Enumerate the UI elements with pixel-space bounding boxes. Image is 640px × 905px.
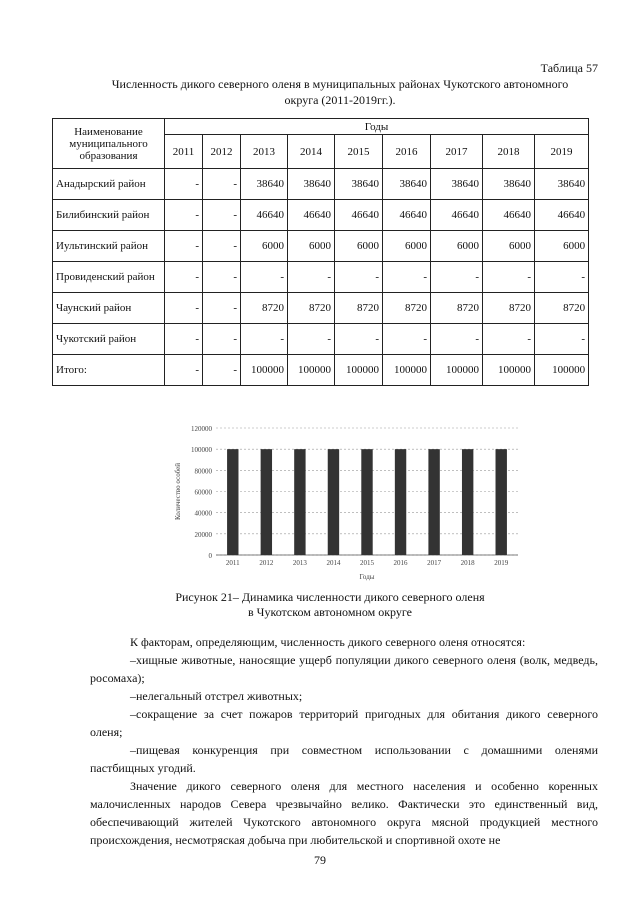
cell-value: -: [335, 324, 383, 355]
year-header: 2011: [165, 135, 203, 169]
x-tick-label: 2012: [259, 559, 274, 567]
paragraph: К факторам, определяющим, численность дикого северного оленя относятся:: [130, 635, 526, 649]
x-tick-label: 2014: [326, 559, 341, 567]
cell-value: -: [203, 262, 241, 293]
table-row: [53, 231, 589, 262]
year-header: 2019: [535, 135, 589, 169]
table-number: Таблица 57: [540, 61, 598, 75]
table-caption-line1: Численность дикого северного оленя в муниципальных районах Чукотского автономного: [111, 77, 569, 91]
bar: [261, 449, 272, 555]
y-tick-label: 40000: [194, 509, 212, 518]
year-header: 2016: [383, 135, 431, 169]
cell-value: 8720: [383, 293, 431, 324]
bar: [227, 449, 238, 555]
cell-value: -: [165, 324, 203, 355]
cell-value: 38640: [335, 169, 383, 200]
table-row: [53, 293, 589, 324]
cell-value: 100000: [288, 355, 335, 386]
y-tick-label: 80000: [194, 467, 212, 476]
cell-value: -: [165, 200, 203, 231]
x-tick-label: 2017: [427, 559, 442, 567]
cell-value: 8720: [241, 293, 288, 324]
bar: [395, 449, 406, 555]
cell-value: 8720: [483, 293, 535, 324]
y-axis-label: Количество особей: [174, 462, 182, 521]
cell-value: -: [483, 262, 535, 293]
cell-value: -: [483, 324, 535, 355]
reindeer-table: [52, 118, 589, 386]
cell-value: 100000: [335, 355, 383, 386]
cell-value: 8720: [431, 293, 483, 324]
table-row: [53, 262, 589, 293]
cell-value: -: [383, 262, 431, 293]
cell-value: -: [203, 169, 241, 200]
y-tick-label: 120000: [191, 425, 212, 433]
cell-value: 100000: [535, 355, 589, 386]
x-axis-label: Годы: [359, 573, 375, 581]
cell-value: -: [203, 324, 241, 355]
year-header: 2015: [335, 135, 383, 169]
cell-value: -: [203, 293, 241, 324]
cell-value: -: [335, 262, 383, 293]
paragraph: –хищные животные, наносящие ущерб популяции дикого северного оленя (волк, медведь, росомаха);: [90, 653, 598, 685]
cell-value: -: [288, 262, 335, 293]
cell-value: -: [431, 262, 483, 293]
year-header: 2018: [483, 135, 535, 169]
table-caption: [70, 76, 610, 108]
cell-value: -: [203, 200, 241, 231]
paragraph: Значение дикого северного оленя для местного населения и особенно коренных малочисленных народов Севера чрезвычайно велико. Фактически это единственный вид, обеспечивающий жителей Чукотского автономного округа мясной продукцией местного происхождения, несмотряская добыча при любительской и спортивной охоте не: [90, 779, 598, 847]
paragraph: –сокращение за счет пожаров территорий пригодных для обитания дикого северного оленя;: [90, 707, 598, 739]
x-tick-label: 2019: [494, 559, 509, 567]
cell-value: 100000: [383, 355, 431, 386]
cell-value: 8720: [535, 293, 589, 324]
bar: [361, 449, 372, 555]
reindeer-chart: [168, 420, 528, 590]
cell-value: -: [165, 262, 203, 293]
cell-value: 46640: [431, 200, 483, 231]
cell-value: -: [165, 169, 203, 200]
cell-value: 46640: [535, 200, 589, 231]
row-name: Итого:: [53, 355, 165, 386]
year-header: 2017: [431, 135, 483, 169]
bar: [462, 449, 473, 555]
row-name: Провиденский район: [53, 262, 165, 293]
cell-value: 46640: [483, 200, 535, 231]
cell-value: 38640: [383, 169, 431, 200]
table-row: [53, 169, 589, 200]
cell-value: 38640: [288, 169, 335, 200]
figure-caption-line2: в Чукотском автономном округе: [248, 605, 412, 619]
row-name: Анадырский район: [53, 169, 165, 200]
cell-value: 6000: [431, 231, 483, 262]
cell-value: -: [203, 355, 241, 386]
y-tick-label: 60000: [194, 488, 212, 497]
cell-value: -: [241, 324, 288, 355]
figure-caption-line1: Рисунок 21– Динамика численности дикого северного оленя: [175, 590, 485, 604]
cell-value: 46640: [241, 200, 288, 231]
row-name: Иультинский район: [53, 231, 165, 262]
cell-value: -: [165, 293, 203, 324]
cell-value: 38640: [535, 169, 589, 200]
table-row: [53, 324, 589, 355]
x-tick-label: 2016: [393, 559, 408, 567]
row-name: Чаунский район: [53, 293, 165, 324]
cell-value: 46640: [383, 200, 431, 231]
cell-value: -: [535, 262, 589, 293]
cell-value: -: [165, 355, 203, 386]
paragraph: –пищевая конкуренция при совместном использовании с домашними оленями пастбищных угодий.: [90, 743, 598, 775]
cell-value: -: [288, 324, 335, 355]
cell-value: 100000: [431, 355, 483, 386]
y-tick-label: 100000: [191, 446, 212, 455]
cell-value: 6000: [288, 231, 335, 262]
cell-value: 38640: [483, 169, 535, 200]
cell-value: 46640: [335, 200, 383, 231]
cell-value: 6000: [483, 231, 535, 262]
figure-caption: [120, 590, 540, 620]
table-caption-line2: округа (2011-2019гг.).: [284, 93, 396, 107]
bar: [294, 449, 305, 555]
x-tick-label: 2015: [360, 559, 374, 567]
cell-value: 100000: [241, 355, 288, 386]
y-tick-label: 0: [208, 552, 212, 560]
bar: [428, 449, 439, 555]
cell-value: -: [431, 324, 483, 355]
cell-value: -: [535, 324, 589, 355]
bar: [328, 449, 339, 555]
cell-value: 6000: [383, 231, 431, 262]
cell-value: 8720: [288, 293, 335, 324]
y-tick-label: 20000: [194, 530, 212, 539]
table-row: [53, 355, 589, 386]
row-name: Билибинский район: [53, 200, 165, 231]
year-header: 2014: [288, 135, 335, 169]
row-name: Чукотский район: [53, 324, 165, 355]
year-header: 2013: [241, 135, 288, 169]
cell-value: 100000: [483, 355, 535, 386]
bar: [496, 449, 507, 555]
cell-value: 38640: [241, 169, 288, 200]
cell-value: 38640: [431, 169, 483, 200]
page-number: 79: [314, 853, 326, 867]
cell-value: 46640: [288, 200, 335, 231]
cell-value: 6000: [241, 231, 288, 262]
cell-value: -: [203, 231, 241, 262]
paragraph: –нелегальный отстрел животных;: [130, 689, 303, 703]
cell-value: -: [165, 231, 203, 262]
x-tick-label: 2013: [292, 559, 307, 567]
table-row: [53, 200, 589, 231]
header-years: Годы: [165, 119, 589, 135]
x-tick-label: 2011: [225, 559, 240, 567]
header-name: Наименование муниципального образования: [53, 119, 165, 169]
cell-value: -: [383, 324, 431, 355]
year-header: 2012: [203, 135, 241, 169]
cell-value: 8720: [335, 293, 383, 324]
cell-value: -: [241, 262, 288, 293]
x-tick-label: 2018: [460, 559, 475, 567]
cell-value: 6000: [535, 231, 589, 262]
cell-value: 6000: [335, 231, 383, 262]
